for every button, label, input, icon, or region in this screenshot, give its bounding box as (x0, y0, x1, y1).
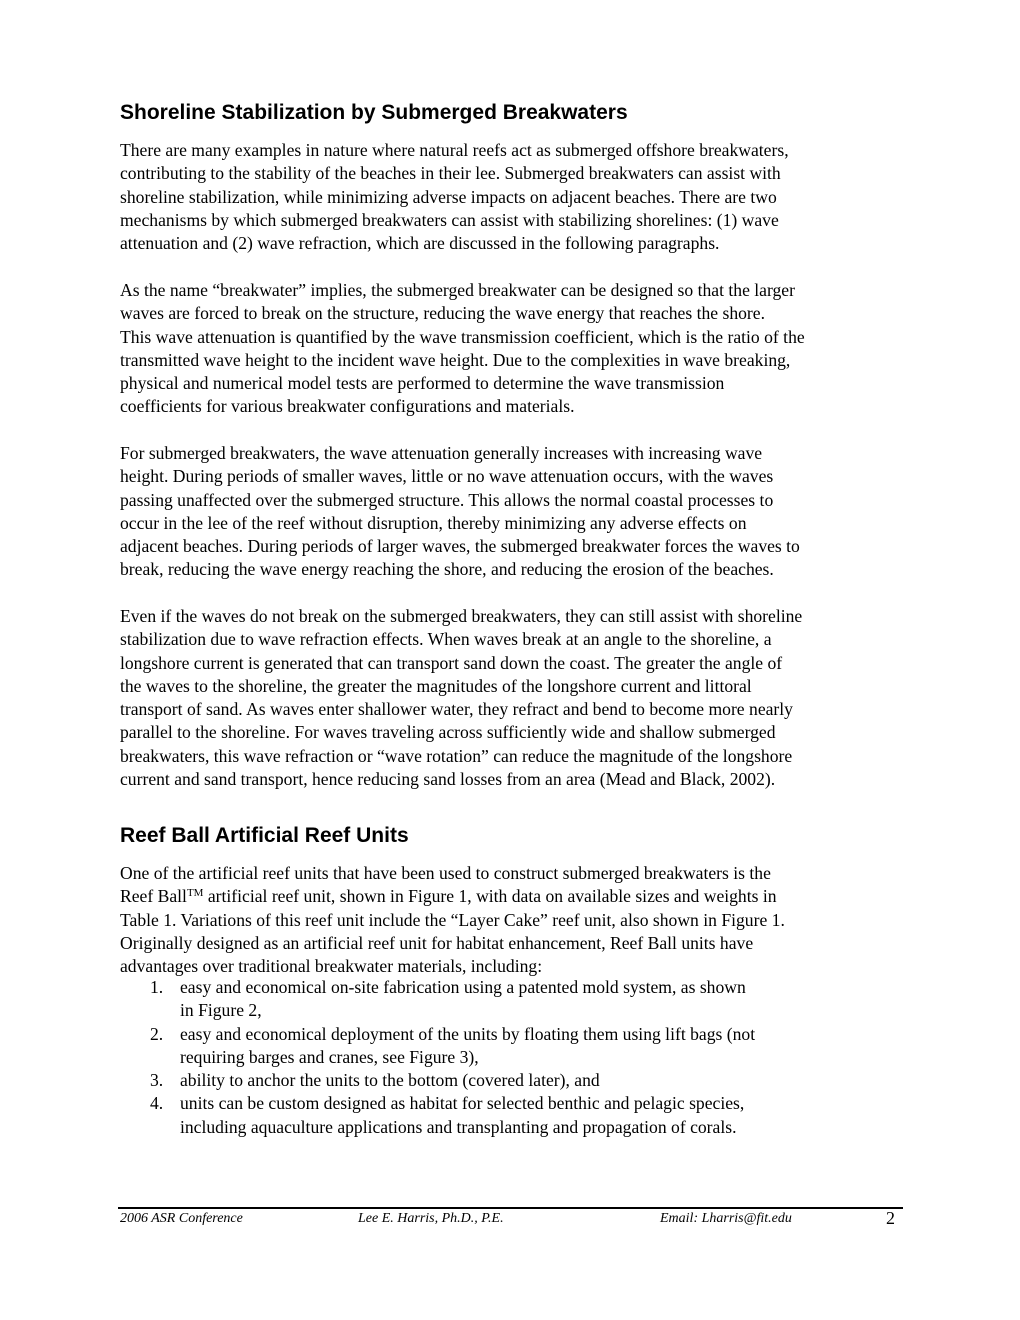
text-line: longshore current is generated that can transport sand down the coast. The greater the angle of (120, 652, 783, 673)
paragraph-2 (120, 279, 805, 419)
text-line: easy and economical deployment of the units by floating them using lift bags (not (180, 1023, 756, 1044)
text-line: units can be custom designed as habitat for selected benthic and pelagic species, (180, 1093, 745, 1114)
text-line: stabilization due to wave refraction effects. When waves break at an angle to the shoreline, a (120, 629, 772, 650)
paragraph-reef-ball-intro (120, 862, 785, 978)
text-line: passing unaffected over the submerged structure. This allows the normal coastal processes to (120, 489, 774, 510)
text-line: Originally designed as an artificial reef unit for habitat enhancement, Reef Ball units have (120, 932, 754, 953)
text-line: height. During periods of smaller waves, little or no wave attenuation occurs, with the waves (120, 466, 774, 487)
paragraph-3 (120, 442, 800, 582)
text-line: mechanisms by which submerged breakwaters can assist with stabilizing shorelines: (1) wave (120, 209, 779, 230)
text-line: the waves to the shoreline, the greater the magnitudes of the longshore current and littoral (120, 675, 752, 696)
text-line: in Figure 2, (180, 1000, 262, 1021)
reef-ball-name: Reef Ball (120, 886, 187, 907)
list-number: 2. (150, 1023, 164, 1044)
text-line: break, reducing the wave energy reaching the shore, and reducing the erosion of the beaches. (120, 559, 774, 580)
trademark-superscript: TM (186, 887, 204, 900)
text-line: waves are forced to break on the structure, reducing the wave energy that reaches the shore. (120, 303, 765, 324)
text-line: transport of sand. As waves enter shallower water, they refract and bend to become more nearly (120, 699, 793, 720)
section-heading-shoreline: Shoreline Stabilization by Submerged Breakwaters (120, 101, 628, 124)
list-item (150, 1023, 755, 1070)
list-number: 4. (150, 1093, 164, 1114)
text-line: advantages over traditional breakwater materials, including: (120, 956, 543, 977)
text-line: requiring barges and cranes, see Figure 3), (180, 1046, 479, 1067)
list-number: 1. (150, 977, 164, 997)
text-line: physical and numerical model tests are performed to determine the wave transmission (120, 373, 725, 394)
text-line: Table 1. Variations of this reef unit include the “Layer Cake” reef unit, also shown in Figure 1. (120, 909, 785, 930)
text-line: This wave attenuation is quantified by the wave transmission coefficient, which is the ratio of the (120, 326, 805, 347)
text-line: There are many examples in nature where natural reefs act as submerged offshore breakwaters, (120, 140, 789, 160)
text-line: breakwaters, this wave refraction or “wave rotation” can reduce the magnitude of the longshore (120, 745, 793, 766)
paragraph-1 (120, 139, 789, 255)
section-heading-reef-ball: Reef Ball Artificial Reef Units (120, 824, 409, 847)
list-item (150, 976, 755, 1023)
paragraph-4 (120, 605, 802, 791)
text-line: current and sand transport, hence reducing sand losses from an area (Mead and Black, 2002). (120, 769, 776, 790)
text-line (120, 885, 785, 908)
text-line: shoreline stabilization, while minimizing adverse impacts on adjacent beaches. There are two (120, 186, 777, 207)
footer-divider (118, 1207, 903, 1209)
page-number: 2 (886, 1208, 895, 1228)
list-item (150, 1069, 755, 1092)
text-line: easy and economical on-site fabrication using a patented mold system, as shown (180, 977, 746, 997)
text-line: contributing to the stability of the beaches in their lee. Submerged breakwaters can assist with (120, 163, 781, 184)
text-line: Even if the waves do not break on the submerged breakwaters, they can still assist with shoreline (120, 606, 803, 626)
advantages-list (150, 976, 755, 1139)
list-number: 3. (150, 1070, 164, 1091)
footer-author: Lee E. Harris, Ph.D., P.E. (358, 1211, 504, 1226)
text-line: including aquaculture applications and transplanting and propagation of corals. (180, 1116, 737, 1137)
text-line: transmitted wave height to the incident wave height. Due to the complexities in wave breaking, (120, 349, 791, 370)
text-line: For submerged breakwaters, the wave attenuation generally increases with increasing wave (120, 443, 763, 463)
list-item (150, 1092, 755, 1139)
text-line: adjacent beaches. During periods of larger waves, the submerged breakwater forces the waves to (120, 536, 800, 557)
text-line: coefficients for various breakwater configurations and materials. (120, 396, 575, 417)
footer-conference: 2006 ASR Conference (120, 1211, 243, 1226)
text-fragment: artificial reef unit, shown in Figure 1, with data on available sizes and weights in (203, 886, 777, 907)
text-line: attenuation and (2) wave refraction, which are discussed in the following paragraphs. (120, 233, 720, 254)
text-line: ability to anchor the units to the bottom (covered later), and (180, 1070, 600, 1091)
text-line: One of the artificial reef units that have been used to construct submerged breakwaters is the (120, 863, 771, 883)
text-line: occur in the lee of the reef without disruption, thereby minimizing any adverse effects on (120, 512, 747, 533)
text-line: parallel to the shoreline. For waves traveling across sufficiently wide and shallow submerged (120, 722, 776, 743)
footer-email: Email: Lharris@fit.edu (660, 1211, 792, 1226)
text-line: As the name “breakwater” implies, the submerged breakwater can be designed so that the larger (120, 280, 795, 300)
